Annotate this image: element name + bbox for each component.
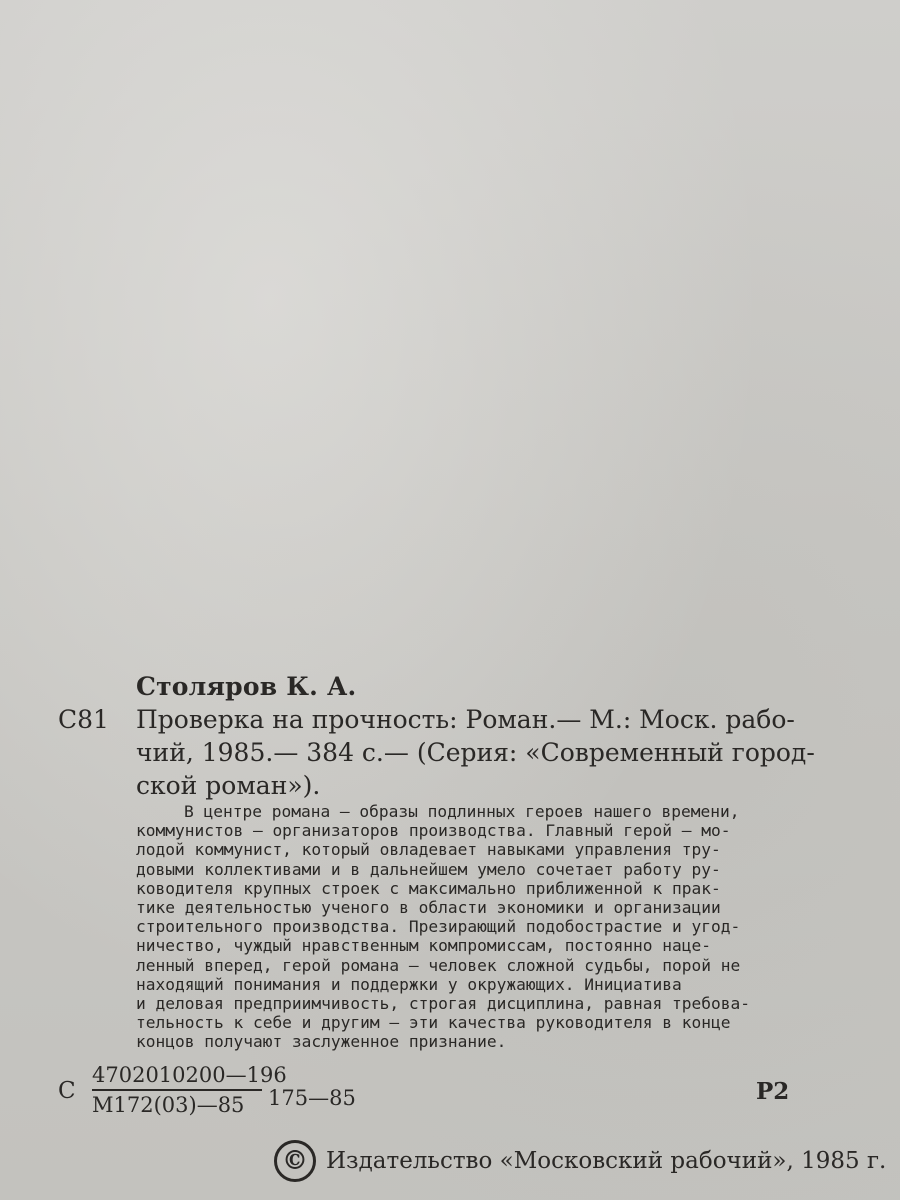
index-denominator: М172(03)—85 [92,1093,245,1117]
annotation-line: ленный вперед, герой романа — человек сложной судьбы, порой не [136,955,741,975]
annotation-line: тике деятельностью ученого в области экономики и организации [136,898,721,918]
annotation-text [136,802,856,1052]
index-suffix: 175—85 [268,1086,356,1110]
index-numerator: 4702010200—196 [92,1063,287,1087]
bibliographic-line: Проверка на прочность: Роман.— М.: Моск. рабо- [136,705,795,734]
annotation-line: ничество, чуждый нравственным компромиссам, постоянно наце- [136,936,711,956]
annotation-line: В центре романа — образы подлинных героев нашего времени, [184,802,740,821]
bibliographic-line: ской роман»). [136,771,321,800]
annotation-line: ководителя крупных строек с максимально приближенной к прак- [136,878,721,898]
annotation-line: и деловая предприимчивость, строгая дисциплина, равная требова- [136,994,750,1014]
annotation-line: концов получают заслуженное признание. [136,1032,507,1052]
author-name: Столяров К. А. [136,672,357,701]
annotation-line: строительного производства. Презирающий подобострастие и угод- [136,917,741,937]
annotation-line: коммунистов — организаторов производства. Главный герой — мо- [136,821,731,841]
index-letter: С [58,1078,76,1104]
annotation-line: тельность к себе и другим — эти качества руководителя в конце [136,1013,731,1033]
copyright-icon: © [274,1140,316,1182]
annotation-line: лодой коммунист, который овладевает навыками управления тру- [136,840,721,860]
publisher-line: Издательство «Московский рабочий», 1985 г. [326,1148,887,1174]
annotation-line: находящий понимания и поддержки у окружающих. Инициатива [136,974,682,994]
catalog-code: С81 [58,705,109,734]
bibliographic-description [136,703,856,802]
bibliographic-line: чий, 1985.— 384 с.— (Серия: «Современный город- [136,738,815,767]
classification-code: Р2 [756,1078,790,1105]
annotation-line: довыми коллективами и в дальнейшем умело сочетает работу ру- [136,859,721,879]
index-fraction [92,1063,287,1117]
